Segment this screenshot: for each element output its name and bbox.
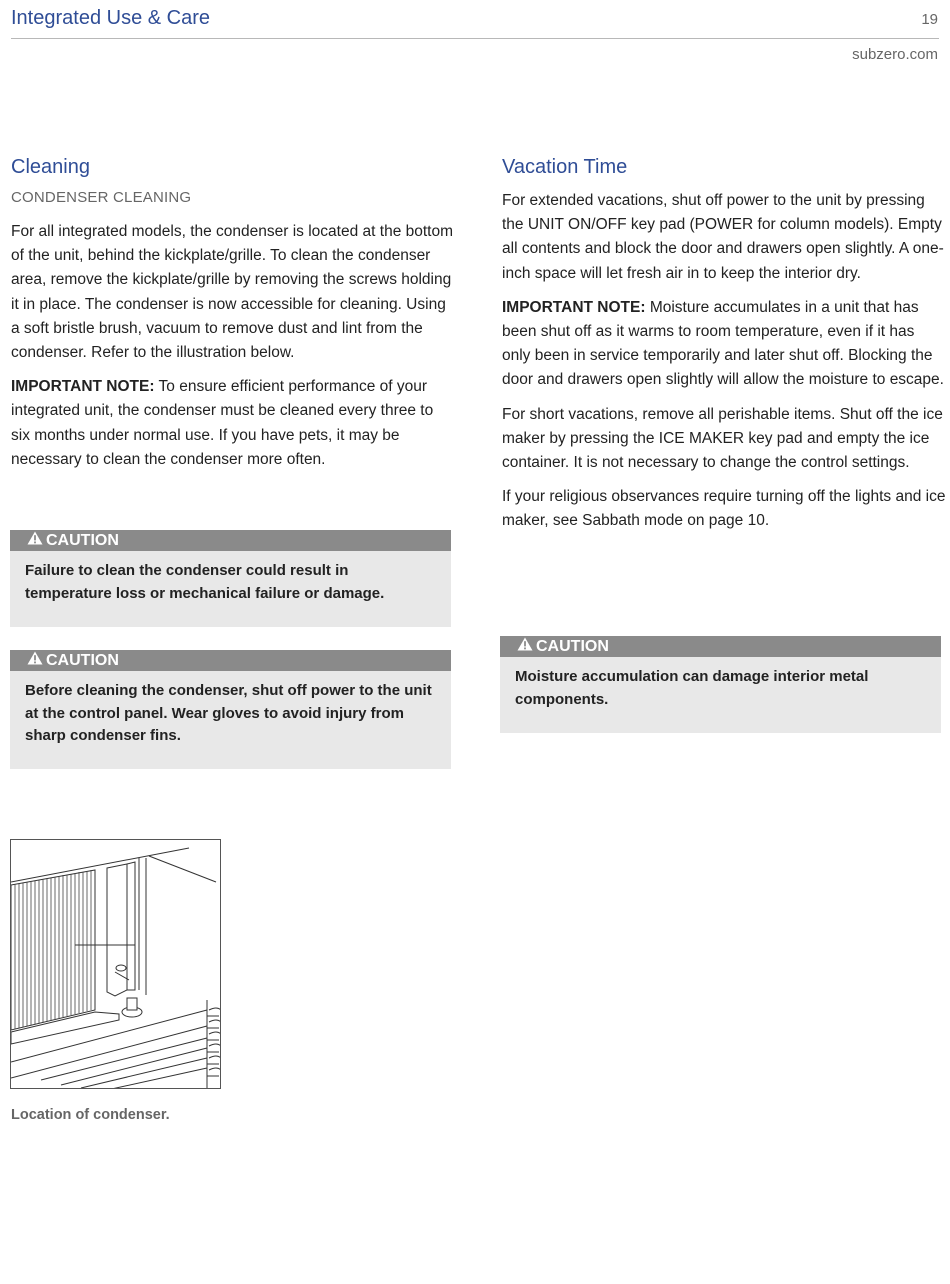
- caution-label: CAUTION: [536, 638, 609, 655]
- condenser-illustration: [10, 839, 221, 1089]
- caution-label: CAUTION: [46, 532, 119, 549]
- vacation-heading: Vacation Time: [502, 156, 628, 178]
- vacation-paragraph-extended: For extended vacations, shut off power to the unit by pressing the UNIT ON/OFF key pad (POWER for column models). Empty all contents and block the door and drawers open slightly. A one-inch space will let fresh air in to keep the interior dry.: [502, 192, 944, 282]
- caution-text: Failure to clean the condenser could result in temperature loss or mechanical failure or damage.: [25, 562, 385, 602]
- caution-header: [10, 650, 451, 671]
- caution-label: CAUTION: [46, 652, 119, 669]
- cleaning-heading: Cleaning: [11, 156, 90, 178]
- note-text: Moisture accumulates in a unit that has been shut off as it warms to room temperature, even if it has only been in service temporarily and later shut off. Blocking the door and drawers open slightly will allow the moisture to escape.: [502, 298, 944, 389]
- vacation-paragraph-sabbath: If your religious observances require turning off the lights and ice maker, see Sabbath mode on page 10.: [502, 488, 946, 530]
- note-lead: IMPORTANT NOTE:: [11, 378, 155, 396]
- caution-header: [10, 530, 451, 551]
- site-url: subzero.com: [852, 46, 938, 63]
- illustration-caption: Location of condenser.: [11, 1107, 170, 1123]
- vacation-paragraph-short: For short vacations, remove all perishable items. Shut off the ice maker by pressing the ICE MAKER key pad and empty the ice container. It is not necessary to change the control settings.: [502, 405, 943, 472]
- cleaning-section: [11, 156, 456, 482]
- caution-text: Moisture accumulation can damage interior metal components.: [515, 668, 869, 708]
- warning-triangle-icon: [27, 650, 43, 671]
- cleaning-paragraph: For all integrated models, the condenser is located at the bottom of the unit, behind the kickplate/grille. To clean the condenser area, remove the kickplate/grille by removing the screws holding it in place. The condenser is now accessible for cleaning. Using a soft bristle brush, vacuum to remove dust and lint from the condenser. Refer to the illustration below.: [11, 223, 453, 362]
- vacation-section: [502, 156, 947, 544]
- warning-triangle-icon: [27, 530, 43, 551]
- caution-text: Before cleaning the condenser, shut off power to the unit at the control panel. Wear gloves to avoid injury from sharp condenser fins.: [25, 682, 432, 744]
- warning-triangle-icon: [517, 636, 533, 657]
- note-text: To ensure efficient performance of your integrated unit, the condenser must be cleaned every three to six months under normal use. If you have pets, it may be necessary to clean the condenser more often.: [11, 378, 434, 468]
- caution-header: [500, 636, 941, 657]
- caution-box-moisture: [500, 636, 941, 733]
- condenser-drawing: [11, 840, 221, 1089]
- caution-box-gloves: [10, 650, 451, 769]
- header-divider: [11, 38, 939, 39]
- condenser-cleaning-subheading: CONDENSER CLEANING: [11, 189, 192, 206]
- caution-box-temperature: [10, 530, 451, 627]
- vacation-important-note: [502, 296, 947, 393]
- note-lead: IMPORTANT NOTE:: [502, 298, 646, 316]
- page-header-title: Integrated Use & Care: [11, 7, 210, 29]
- page-number: 19: [921, 11, 938, 28]
- cleaning-important-note: [11, 375, 456, 472]
